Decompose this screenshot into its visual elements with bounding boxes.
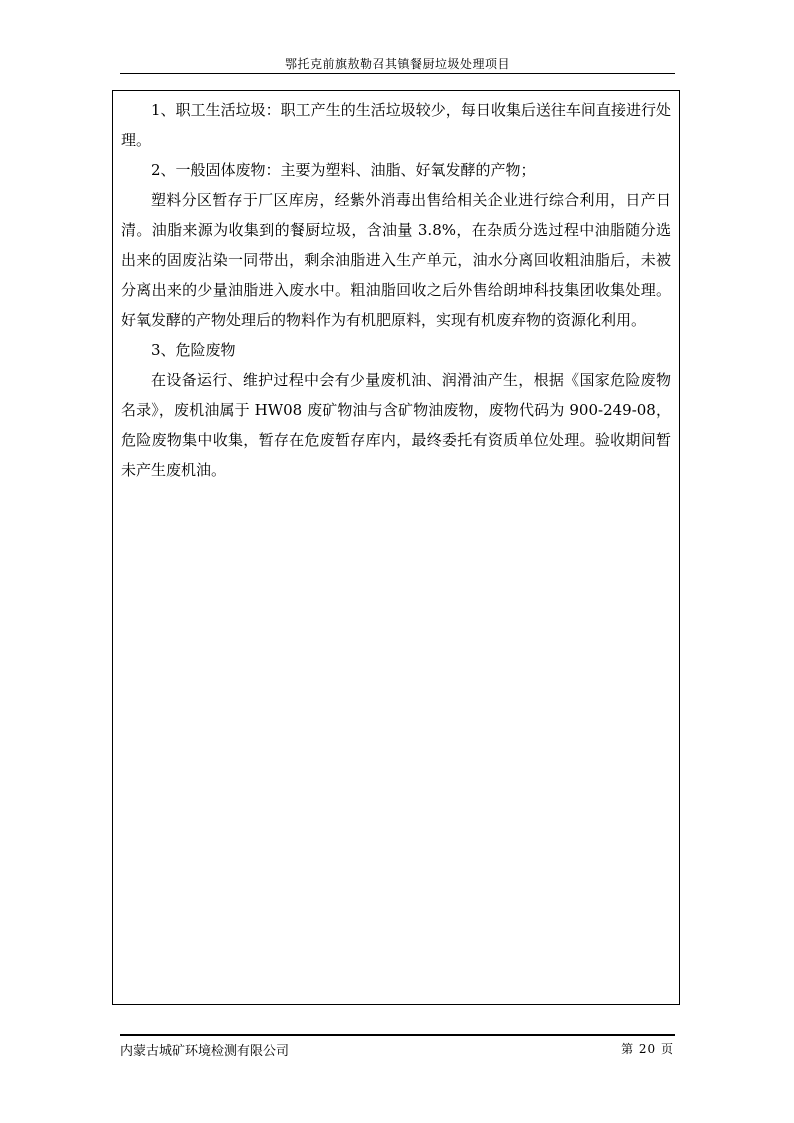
content-table-cell: [112, 90, 680, 1005]
body-text: [121, 95, 671, 485]
header-divider: [120, 73, 675, 74]
paragraph-general-solid-waste-detail: 塑料分区暂存于厂区库房，经紫外消毒出售给相关企业进行综合利用，日产日清。油脂来源为收集到的餐厨垃圾，含油量 3.8%，在杂质分选过程中油脂随分选出来的固废沾染一同带出，剩余油脂进入生产单元，油水分离回收粗油脂后，未被分离出来的少量油脂进入废水中。粗油脂回收之后外售给朗坤科技集团收集处理。好氧发酵的产物处理后的物料作为有机肥原料，实现有机废弃物的资源化利用。: [121, 191, 671, 329]
paragraph-hazardous-waste-heading: 3、危险废物: [151, 341, 236, 359]
paragraph-staff-waste: 1、职工生活垃圾：职工产生的生活垃圾较少，每日收集后送往车间直接进行处理。: [121, 101, 671, 149]
paragraph-hazardous-waste-detail: 在设备运行、维护过程中会有少量废机油、润滑油产生，根据《国家危险废物名录》，废机油属于 HW08 废矿物油与含矿物油废物，废物代码为 900-249-08，危险废物集中收集，暂存在危废暂存库内，最终委托有资质单位处理。验收期间暂未产生废机油。: [121, 371, 671, 479]
footer-divider: [120, 1034, 675, 1036]
paragraph-general-solid-waste-heading: 2、一般固体废物：主要为塑料、油脂、好氧发酵的产物；: [151, 161, 536, 179]
footer-page-number: 第 20 页: [621, 1042, 674, 1056]
footer-company-name: 内蒙古城矿环境检测有限公司: [120, 1044, 290, 1059]
page-header-title: 鄂托克前旗敖勒召其镇餐厨垃圾处理项目: [284, 57, 510, 71]
